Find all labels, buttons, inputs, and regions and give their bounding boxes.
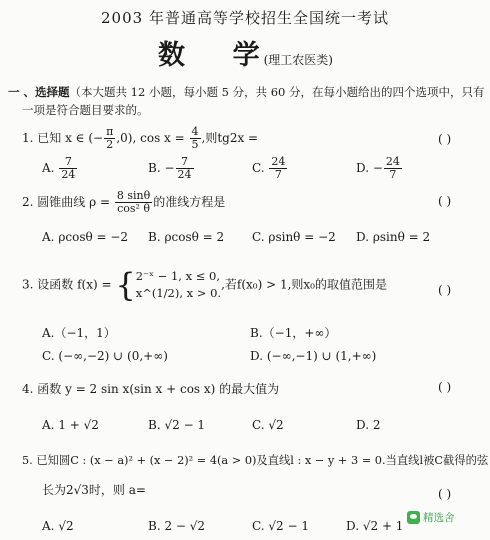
fraction-den: 2 (106, 138, 114, 151)
option-label: B. (148, 161, 161, 175)
q1-option-a[interactable] (42, 156, 78, 181)
fraction (384, 156, 402, 181)
option-label: D. (356, 161, 370, 175)
option-sign: − (164, 161, 175, 175)
option-label: B. (148, 230, 161, 244)
q3-option-b[interactable] (250, 324, 336, 341)
q3-option-d[interactable] (250, 349, 376, 363)
q1-stem-part: 已知 x ∈ (− (37, 131, 104, 145)
question-number: 3. (22, 277, 34, 292)
option-label: C. (252, 418, 265, 432)
fraction-den: 24 (177, 168, 192, 181)
option-label: A. (42, 418, 55, 432)
q4-stem-part: 函数 y = 2 sin x(sin x + cos x) 的最大值为 (37, 382, 280, 396)
option-label: D. (250, 349, 264, 363)
subject-title (158, 33, 333, 72)
option-label: A. (42, 519, 55, 533)
answer-paren: ( ) (438, 487, 452, 501)
option-label: D. (356, 418, 370, 432)
fraction-den: 24 (61, 168, 76, 181)
option-label: B. (250, 326, 263, 340)
q1-option-d[interactable] (356, 156, 403, 181)
answer-paren: ( ) (438, 194, 452, 208)
q5-option-d[interactable] (346, 519, 403, 533)
option-text: ρcosθ = 2 (164, 230, 225, 244)
fraction (269, 156, 287, 181)
q1-option-c[interactable] (252, 156, 288, 181)
question-1-stem (22, 126, 258, 151)
question-number: 4. (22, 382, 34, 396)
option-text: 2 − √2 (164, 519, 206, 533)
option-text: (−∞,−2) ∪ (0,+∞) (58, 349, 168, 363)
section-instructions-1: （本大题共 12 小题，每小题 5 分，共 60 分，在每小题给出的四个选项中，只有 (69, 85, 485, 99)
question-number: 1. (22, 131, 34, 145)
option-sign: − (372, 161, 383, 175)
exam-title: 2003 年普通高等学校招生全国统一考试 (101, 9, 389, 27)
option-text: (−∞,−1) ∪ (1,+∞) (266, 349, 377, 363)
q2-option-a[interactable] (42, 230, 128, 244)
piecewise (136, 268, 221, 302)
q2-option-d[interactable] (356, 230, 430, 244)
brace-glyph: { (115, 266, 136, 304)
watermark (407, 510, 455, 525)
option-label: C. (252, 519, 265, 533)
question-5-stem-2: 长为2√3时，则 a= (42, 483, 146, 497)
fraction-num: 8 sinθ (116, 189, 151, 202)
option-text: √2 (58, 519, 74, 533)
fraction (59, 156, 77, 181)
option-label: B. (148, 519, 161, 533)
option-text: 1 + √2 (58, 418, 99, 432)
fraction-num: 7 (59, 156, 77, 169)
answer-paren: ( ) (438, 132, 452, 146)
answer-paren: ( ) (438, 283, 452, 297)
option-label: C. (252, 230, 265, 244)
q2-option-c[interactable] (252, 230, 336, 244)
q1-option-b[interactable] (148, 156, 195, 181)
fraction (190, 126, 201, 151)
watermark-text: 精选舍 (423, 512, 455, 524)
q3-option-a[interactable] (42, 324, 116, 341)
q2-stem-part: 的准线方程是 (153, 195, 226, 209)
option-text: 2 (372, 418, 381, 432)
fraction (104, 126, 115, 151)
option-label: D. (346, 519, 360, 533)
option-text: （−1，1） (54, 326, 116, 340)
section-heading-line (8, 84, 485, 101)
question-4-stem (22, 380, 279, 397)
option-text: ρsinθ = 2 (372, 230, 431, 244)
q3-stem-part: ,若f(x₀) > 1,则x₀的取值范围是 (221, 277, 387, 292)
q5-option-b[interactable] (148, 519, 205, 533)
q2-stem-part: 圆锥曲线 ρ = (37, 195, 111, 209)
fraction-num: 7 (176, 156, 194, 169)
answer-paren: ( ) (438, 380, 452, 394)
fraction-num: 24 (271, 155, 286, 168)
question-5-stem (22, 452, 488, 468)
section-instructions-2: 一项是符合题目要求的。 (22, 103, 149, 117)
fraction (115, 190, 152, 215)
option-text: √2 − 1 (164, 418, 206, 432)
question-2-stem (22, 190, 225, 215)
option-text: √2 − 1 (268, 519, 310, 533)
q1-stem-part: ,则tg2x = (201, 131, 259, 145)
fraction-den: cos² θ (117, 202, 151, 215)
subject-note: (理工农医类) (263, 53, 333, 67)
fraction-den: 7 (389, 168, 397, 181)
q4-option-d[interactable] (356, 418, 380, 432)
question-number: 5. (22, 454, 33, 467)
piece-1: 2⁻ˣ − 1, x ≤ 0, (135, 269, 220, 283)
q5-stem-part: 已知圆C : (x − a)² + (x − 2)² = 4(a > 0)及直线l : x − y + 3 = 0.当直线l被C截得的弦 (36, 454, 489, 467)
option-label: C. (252, 161, 265, 175)
fraction-num: 24 (385, 155, 400, 168)
subject-name: 数 学 (158, 40, 262, 71)
q3-stem-part: 设函数 f(x) = (37, 277, 112, 292)
q4-option-c[interactable] (252, 418, 284, 432)
q1-stem-part: ,0), cos x = (116, 131, 185, 145)
option-label: A. (42, 230, 55, 244)
fraction-den: 7 (274, 168, 282, 181)
question-3-stem (22, 268, 387, 302)
q5-option-a[interactable] (42, 519, 74, 533)
fraction (176, 156, 194, 181)
option-label: B. (148, 418, 161, 432)
question-number: 2. (22, 195, 34, 209)
option-text: ρsinθ = −2 (268, 230, 336, 244)
q3-option-c[interactable] (42, 349, 168, 363)
option-label: C. (42, 349, 55, 363)
q4-option-a[interactable] (42, 418, 99, 432)
option-label: D. (356, 230, 370, 244)
fraction-num: 4 (191, 125, 199, 138)
q2-option-b[interactable] (148, 230, 224, 244)
q4-option-b[interactable] (148, 418, 205, 432)
fraction-den: 5 (191, 138, 199, 151)
option-text: ρcosθ = −2 (58, 230, 129, 244)
fraction-num: π (106, 125, 114, 138)
option-text: （−1，+∞） (262, 326, 337, 340)
option-text: √2 + 1 (362, 519, 404, 533)
option-label: A. (42, 161, 55, 175)
section-heading: 一 、选择题 (8, 85, 70, 99)
q5-option-c[interactable] (252, 519, 309, 533)
wechat-logo-icon (407, 511, 420, 524)
option-label: A. (42, 326, 55, 340)
option-text: √2 (268, 418, 284, 432)
piece-2: x^(1/2), x > 0. (135, 286, 222, 300)
